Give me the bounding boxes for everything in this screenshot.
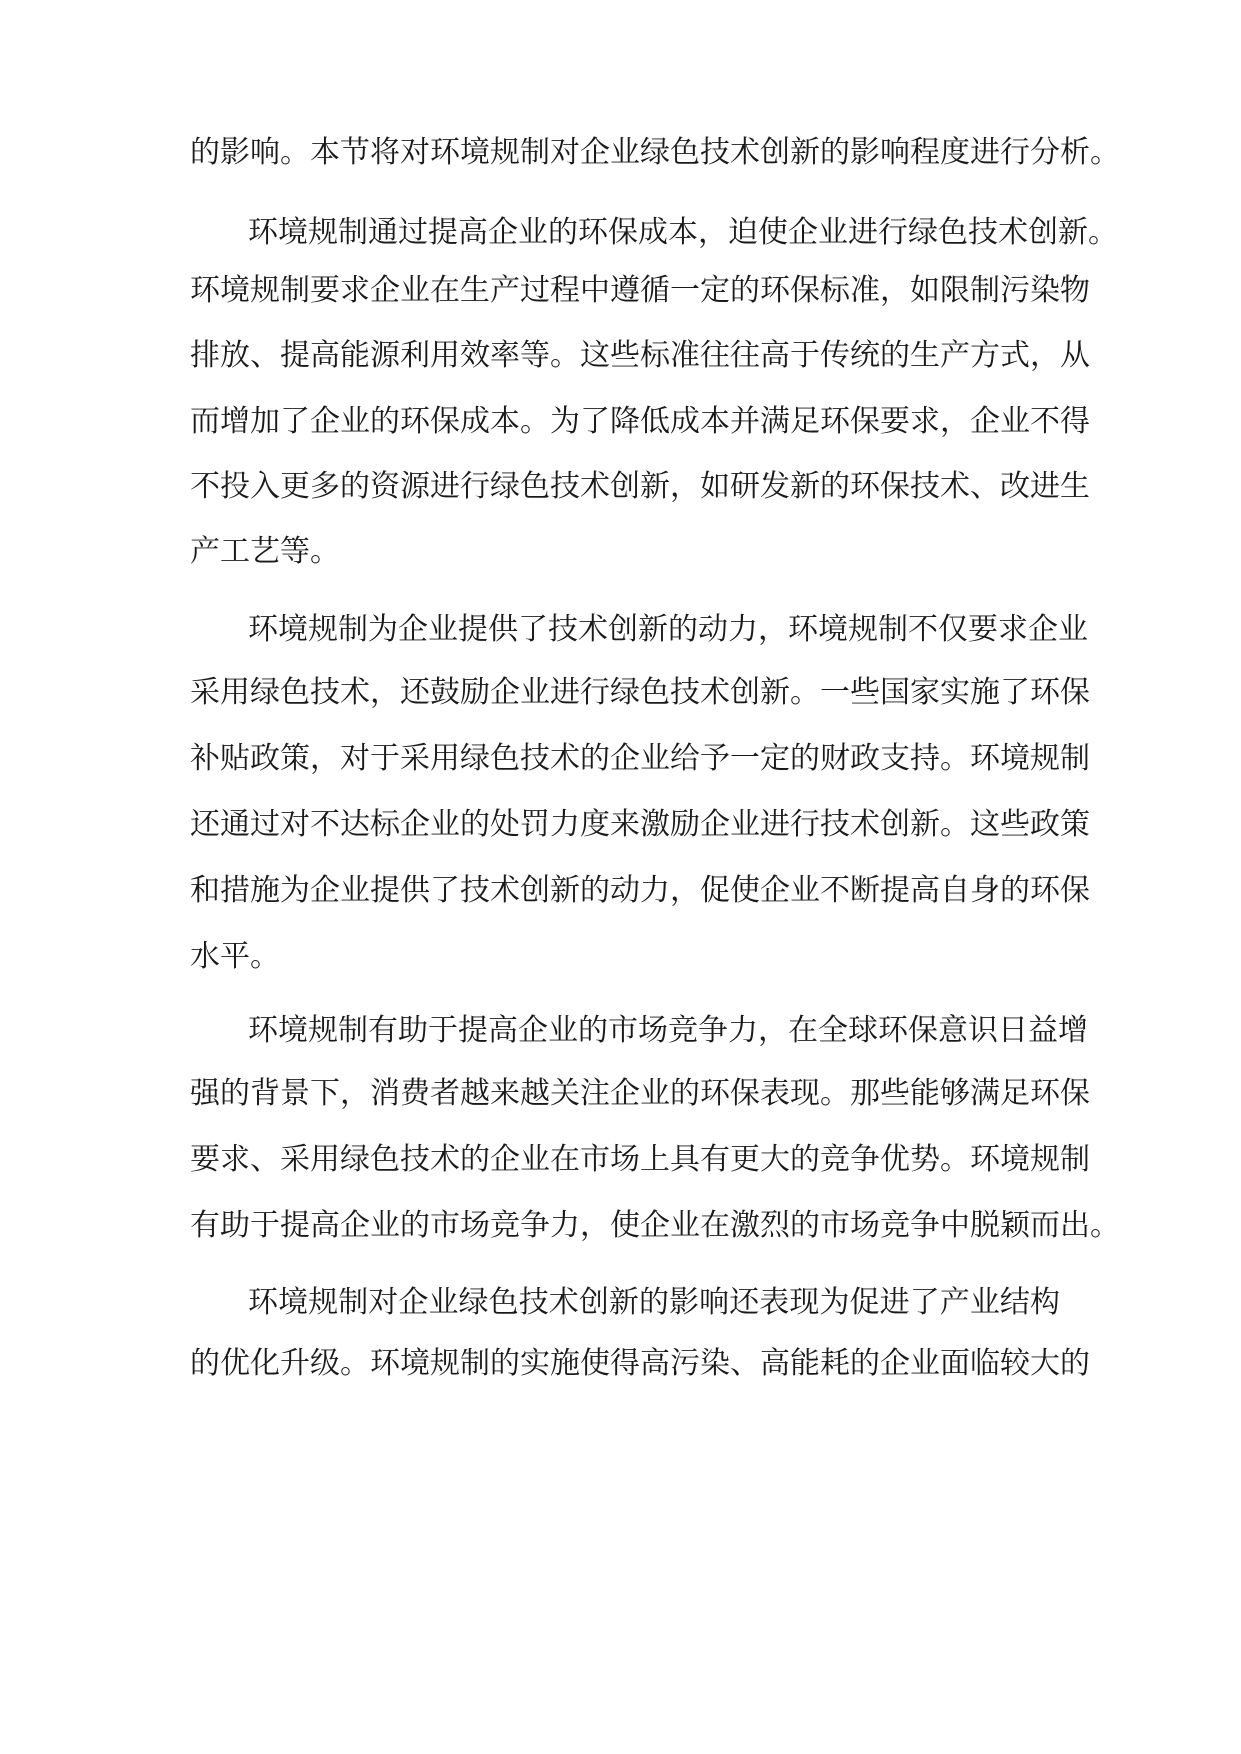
- text-line: 水平。: [190, 939, 280, 974]
- text-line: 而增加了企业的环保成本。为了降低成本并满足环保要求，企业不得: [190, 404, 1090, 439]
- text-line: 有助于提高企业的市场竞争力，使企业在激烈的市场竞争中脱颖而出。: [190, 1208, 1120, 1243]
- text-line: 不投入更多的资源进行绿色技术创新，如研发新的环保技术、改进生: [190, 469, 1090, 504]
- paragraph-first-line: 环境规制有助于提高企业的市场竞争力，在全球环保意识日益增: [248, 1013, 1088, 1048]
- text-line: 排放、提高能源利用效率等。这些标准往往高于传统的生产方式，从: [190, 338, 1090, 373]
- text-line: 产工艺等。: [190, 534, 340, 569]
- text-line: 还通过对不达标企业的处罚力度来激励企业进行技术创新。这些政策: [190, 807, 1090, 842]
- text-line: 强的背景下，消费者越来越关注企业的环保表现。那些能够满足环保: [190, 1076, 1090, 1111]
- text-line: 的影响。本节将对环境规制对企业绿色技术创新的影响程度进行分析。: [190, 135, 1120, 170]
- text-line: 环境规制要求企业在生产过程中遵循一定的环保标准，如限制污染物: [190, 273, 1090, 308]
- text-line: 的优化升级。环境规制的实施使得高污染、高能耗的企业面临较大的: [190, 1346, 1090, 1381]
- paragraph-first-line: 环境规制通过提高企业的环保成本，迫使企业进行绿色技术创新。: [248, 215, 1118, 250]
- paragraph-first-line: 环境规制对企业绿色技术创新的影响还表现为促进了产业结构: [248, 1285, 1060, 1320]
- text-line: 补贴政策，对于采用绿色技术的企业给予一定的财政支持。环境规制: [190, 741, 1090, 776]
- text-line: 和措施为企业提供了技术创新的动力，促使企业不断提高自身的环保: [190, 873, 1090, 908]
- text-line: 要求、采用绿色技术的企业在市场上具有更大的竞争优势。环境规制: [190, 1142, 1090, 1177]
- text-line: 采用绿色技术，还鼓励企业进行绿色技术创新。一些国家实施了环保: [190, 675, 1090, 710]
- paragraph-first-line: 环境规制为企业提供了技术创新的动力，环境规制不仅要求企业: [248, 612, 1088, 647]
